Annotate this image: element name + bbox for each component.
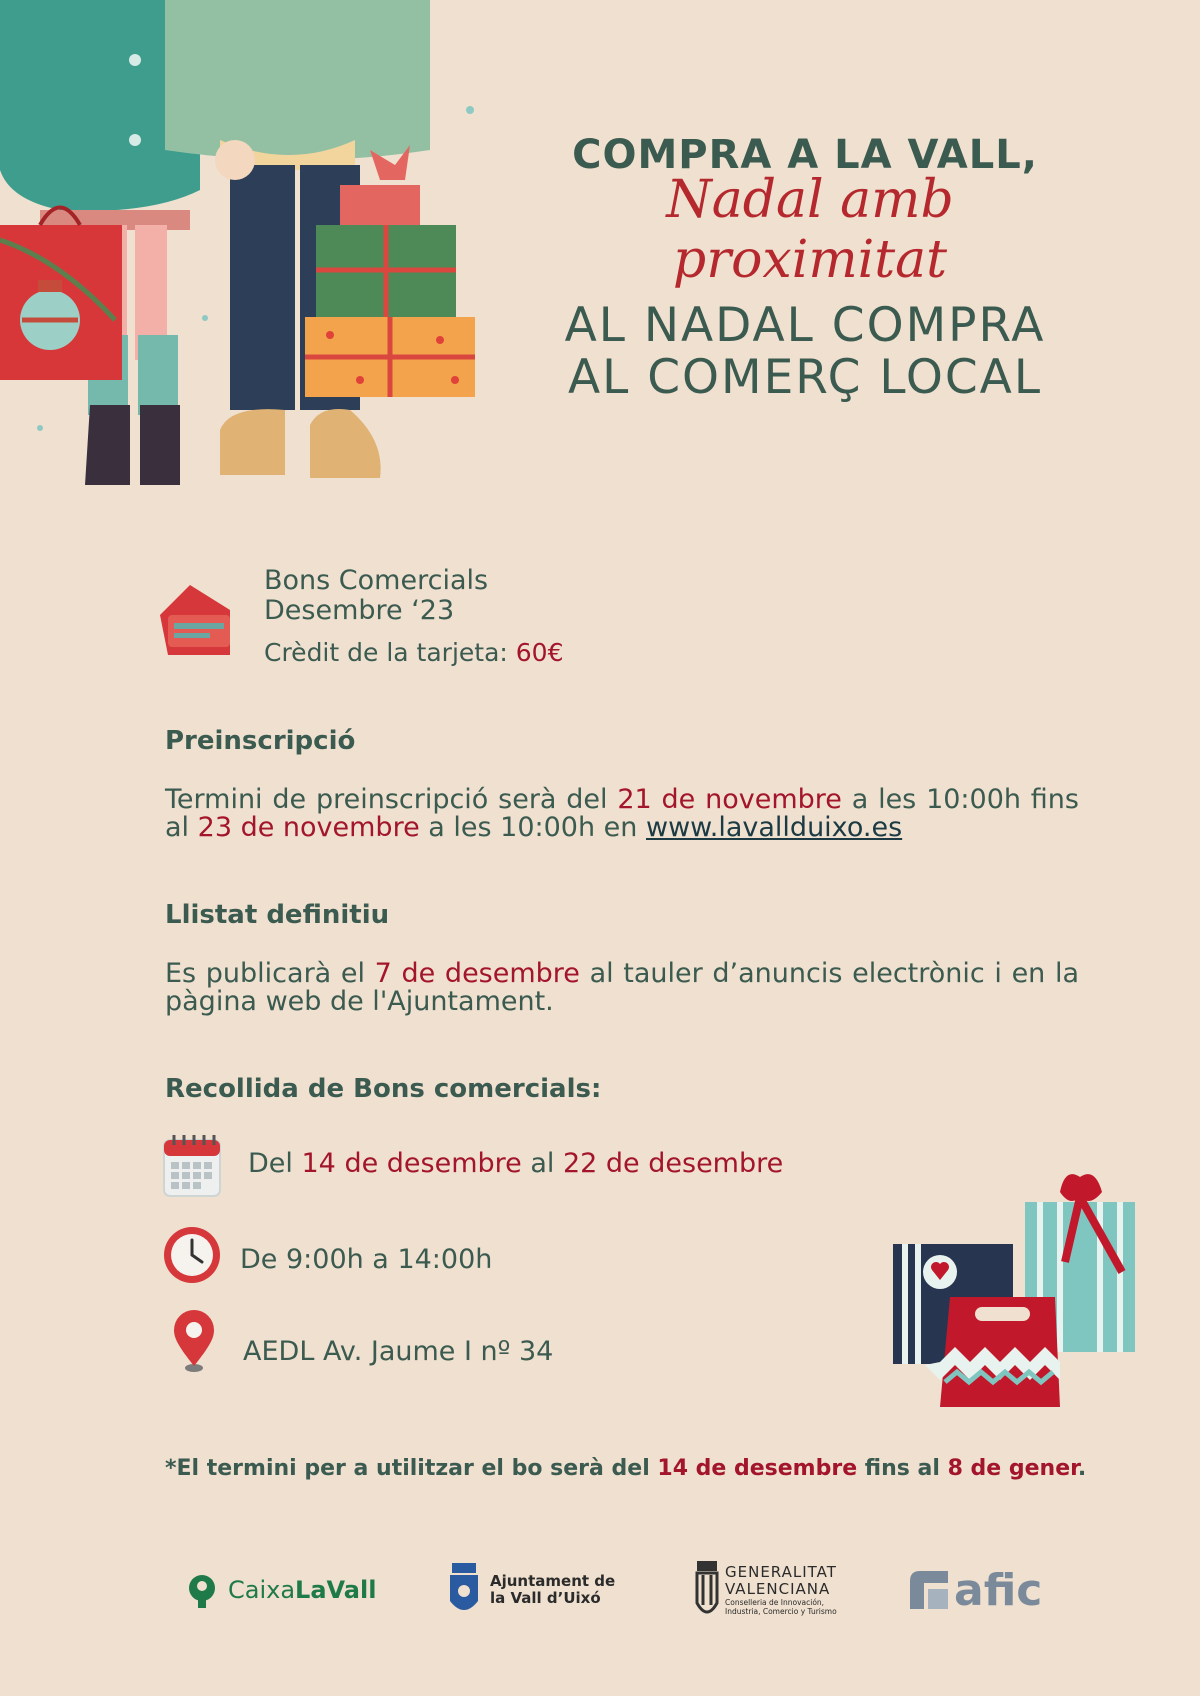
gva-line1: GENERALITAT [725,1563,837,1581]
gva-line2: VALENCIANA [725,1580,831,1598]
title-line-b: AL COMERÇ LOCAL [567,350,1043,405]
couple-shopping-illustration [0,0,490,495]
generalitat-emblem-icon [695,1559,719,1621]
preinscripcio-text [165,786,1079,842]
pre-text-3: a les 10:00h en [419,812,646,843]
calendar-icon [162,1132,226,1198]
dates-mid: al [521,1148,563,1179]
bons-line1: Bons Comercials [264,565,489,596]
generalitat-logo [695,1545,837,1635]
note-text-2: fins al [857,1456,948,1481]
gva-line3: Conselleria de Innovación, [725,1598,825,1607]
clock-icon [162,1222,226,1288]
gva-line4: Industria, Comercio y Turismo [725,1607,837,1616]
caixalavall-symbol-icon [182,1570,222,1610]
note-date-start: 14 de desembre [657,1456,858,1481]
title-compra-a-la-vall: COMPRA A LA VALL, [572,132,1038,178]
shop-card-icon [160,585,240,655]
preinscripcio-heading: Preinscripció [165,726,356,756]
website-link[interactable]: www.lavallduixo.es [646,812,903,843]
location-pin-icon [168,1308,232,1374]
bons-credit [264,638,563,667]
afic-logo [908,1545,1042,1635]
title-comerc-local [530,300,1080,404]
llistat-date: 7 de desembre [374,958,580,989]
collection-place: AEDL Av. Jaume I nº 34 [243,1336,554,1367]
recollida-heading: Recollida de Bons comercials: [165,1074,602,1104]
collection-hours: De 9:00h a 14:00h [240,1244,493,1275]
sponsor-logos [170,1545,1070,1635]
afic-text: afic [954,1564,1043,1616]
dates-prefix: Del [248,1148,302,1179]
pre-date-end: 23 de novembre [197,812,420,843]
note-date-end: 8 de gener [947,1456,1078,1481]
llistat-heading: Llistat definitiu [165,900,390,930]
ajuntament-line1: Ajuntament de [490,1572,616,1590]
ajuntament-shield-icon [448,1561,480,1619]
pre-date-start: 21 de novembre [617,784,842,815]
title-line-a: AL NADAL COMPRA [564,298,1046,353]
bons-line2: Desembre ‘23 [264,595,455,626]
llistat-text [165,960,1079,1016]
afic-symbol-icon [908,1569,950,1611]
pre-text-1: Termini de preinscripció serà del [165,784,618,815]
note-text-3: . [1077,1456,1087,1481]
date-to: 22 de desembre [562,1148,784,1179]
ajuntament-logo [448,1545,615,1635]
ajuntament-line2: la Vall d’Uixó [490,1589,601,1607]
credit-label: Crèdit de la tarjeta: [264,638,516,667]
credit-value: 60€ [515,638,564,667]
collection-dates [248,1148,783,1179]
validity-note [165,1456,1086,1481]
caixa-text: Caixa [228,1576,296,1604]
pre-text-2: a les 10:00h fins al [165,784,1079,843]
llistat-text-2: al tauler d’anuncis electrònic i en la pàgina web de l'Ajuntament. [165,958,1079,1017]
lavall-text: LaVall [295,1576,377,1604]
caixalavall-logo [182,1545,376,1635]
gift-boxes-illustration [890,1172,1150,1412]
date-from: 14 de desembre [301,1148,522,1179]
note-text-1: *El termini per a utilitzar el bo serà del [165,1456,658,1481]
title-nadal-amb-proximitat: Nadal amb proximitat [666,170,954,290]
bons-title [264,566,488,626]
llistat-text-1: Es publicarà el [165,958,375,989]
